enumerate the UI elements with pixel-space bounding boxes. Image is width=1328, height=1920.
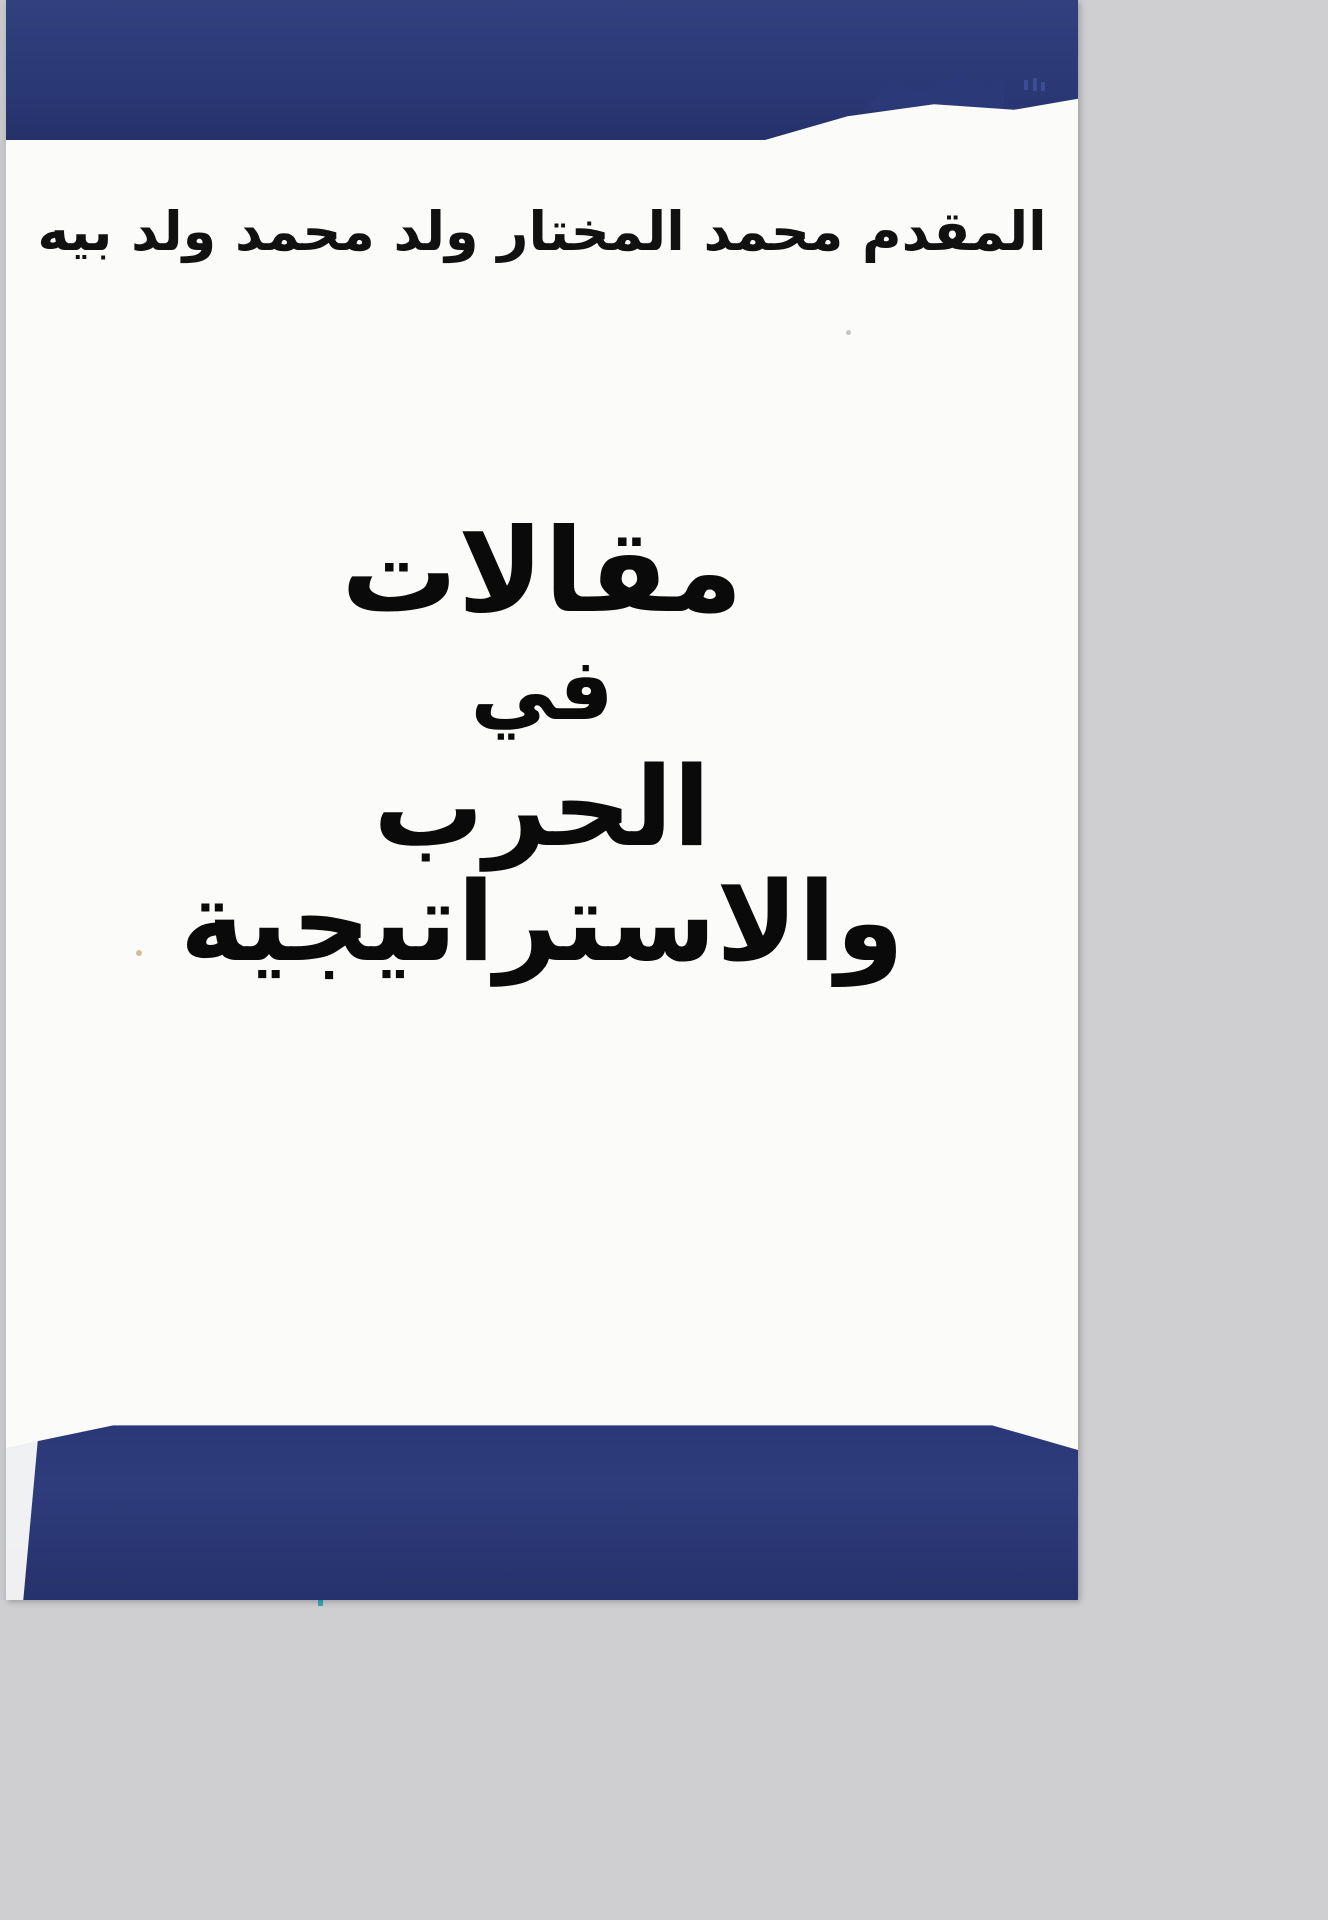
title-main: مقالات: [341, 504, 743, 640]
bottom-navy-band: [6, 1410, 1078, 1600]
scan-blemish: [846, 330, 851, 335]
cover-content: [6, 140, 1078, 1410]
top-band-specks: [1022, 78, 1050, 100]
title-block: [6, 504, 1078, 987]
scan-margin-bottom: [0, 1600, 1328, 1920]
title-subject: الحرب والاستراتيجية: [179, 742, 905, 987]
scan-blemish: [136, 950, 142, 956]
author-name: المقدم محمد المختار ولد محمد ولد بيه: [37, 200, 1047, 263]
top-navy-band: [6, 0, 1078, 140]
title-connector: في: [470, 640, 614, 741]
book-cover: [6, 0, 1078, 1600]
